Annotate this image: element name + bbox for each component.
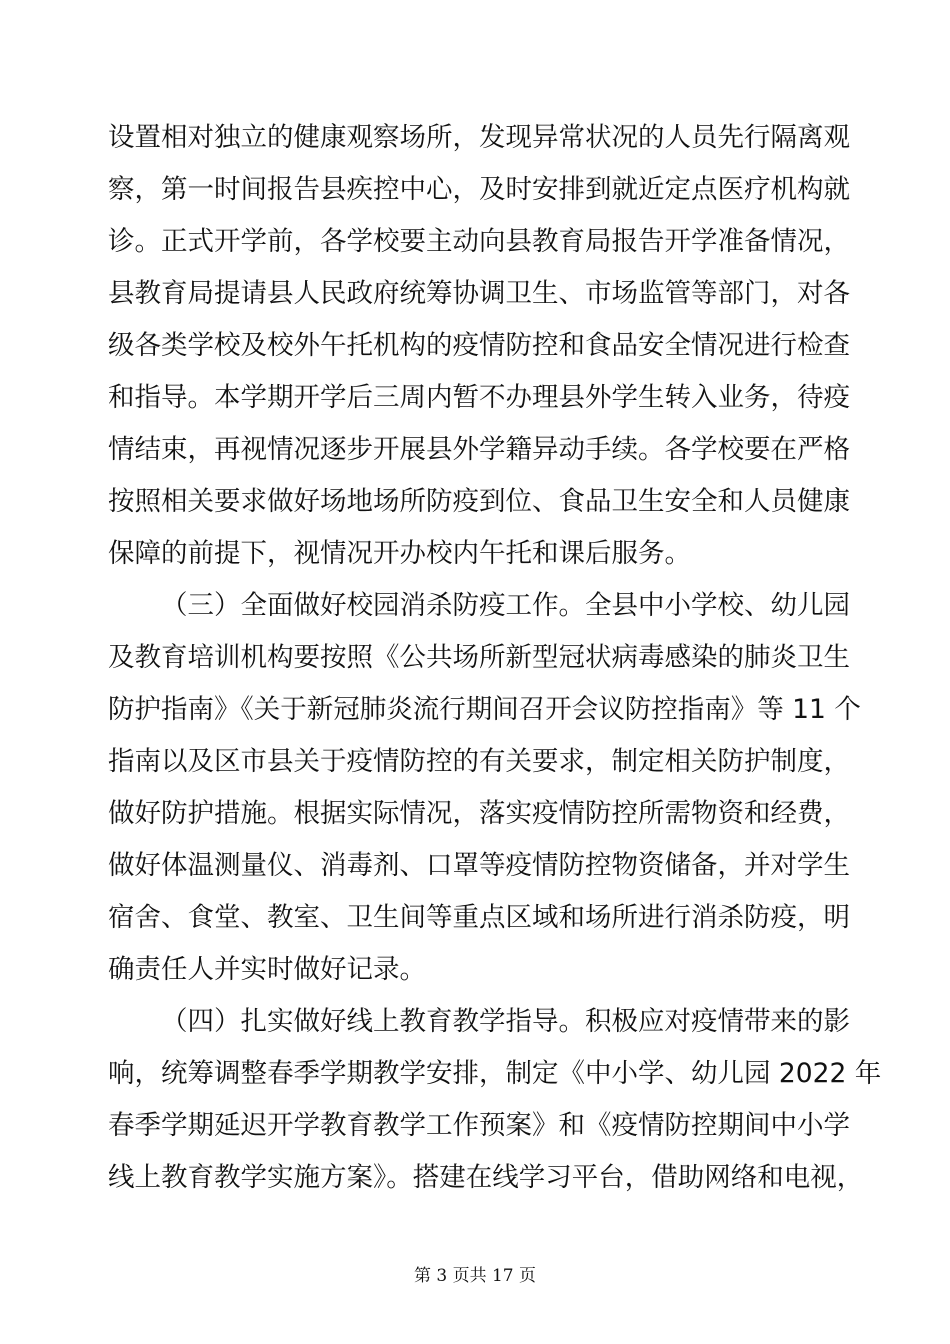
- text-line: 确责任人并实时做好记录。: [108, 954, 426, 985]
- text-line: 及教育培训机构要按照《公共场所新型冠状病毒感染的肺炎卫生: [108, 642, 850, 673]
- section-heading-line: （三）全面做好校园消杀防疫工作。全县中小学校、幼儿园: [161, 590, 850, 621]
- text-line: 察，第一时间报告县疾控中心，及时安排到就近定点医疗机构就: [108, 174, 850, 205]
- section-heading-line: （四）扎实做好线上教育教学指导。积极应对疫情带来的影: [161, 1006, 850, 1037]
- text-line: 按照相关要求做好场地场所防疫到位、食品卫生安全和人员健康: [108, 486, 850, 517]
- text-line: 指南以及区市县关于疫情防控的有关要求，制定相关防护制度，: [108, 746, 850, 777]
- text-line: 防护指南》《关于新冠肺炎流行期间召开会议防控指南》等 11 个: [108, 694, 861, 725]
- text-line: 线上教育教学实施方案》。搭建在线学习平台，借助网络和电视，: [108, 1162, 864, 1193]
- text-line: 设置相对独立的健康观察场所，发现异常状况的人员先行隔离观: [108, 122, 850, 153]
- text-line: 保障的前提下，视情况开办校内午托和课后服务。: [108, 538, 691, 569]
- text-line: 情结束，再视情况逐步开展县外学籍异动手续。各学校要在严格: [108, 434, 850, 465]
- text-line: 春季学期延迟开学教育教学工作预案》和《疫情防控期间中小学: [108, 1110, 850, 1141]
- text-line: 和指导。本学期开学后三周内暂不办理县外学生转入业务，待疫: [108, 382, 850, 413]
- text-line: 响，统筹调整春季学期教学安排，制定《中小学、幼儿园 2022 年: [108, 1058, 882, 1089]
- text-line: 做好防护措施。根据实际情况，落实疫情防控所需物资和经费，: [108, 798, 850, 829]
- text-line: 县教育局提请县人民政府统筹协调卫生、市场监管等部门，对各: [108, 278, 850, 309]
- body-text: [108, 112, 882, 1204]
- text-line: 级各类学校及校外午托机构的疫情防控和食品安全情况进行检查: [108, 330, 850, 361]
- text-line: 做好体温测量仪、消毒剂、口罩等疫情防控物资储备，并对学生: [108, 850, 850, 881]
- text-line: 宿舍、食堂、教室、卫生间等重点区域和场所进行消杀防疫，明: [108, 902, 850, 933]
- text-line: 诊。正式开学前，各学校要主动向县教育局报告开学准备情况，: [108, 226, 850, 257]
- page-number: 第 3 页共 17 页: [413, 1266, 537, 1286]
